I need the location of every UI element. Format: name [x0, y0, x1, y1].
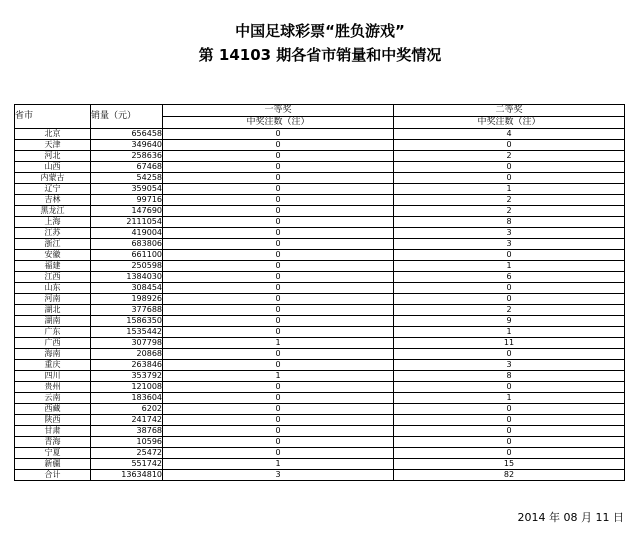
- prize1-count-cell: 0: [163, 316, 394, 327]
- sales-cell: 25472: [91, 448, 163, 459]
- prize1-count-cell: 0: [163, 250, 394, 261]
- header-sales: 销量（元）: [91, 105, 163, 129]
- prize1-count-cell: 0: [163, 195, 394, 206]
- prize2-count-cell: 1: [394, 261, 625, 272]
- table-row: [15, 382, 625, 393]
- sales-cell: 1384030: [91, 272, 163, 283]
- province-cell: 山西: [15, 162, 91, 173]
- table-row: [15, 448, 625, 459]
- sales-cell: 359054: [91, 184, 163, 195]
- prize1-count-cell: 0: [163, 382, 394, 393]
- prize1-count-cell: 0: [163, 294, 394, 305]
- prize2-count-cell: 2: [394, 305, 625, 316]
- table-row: [15, 184, 625, 195]
- prize1-count-cell: 0: [163, 162, 394, 173]
- table-row: [15, 437, 625, 448]
- prize2-count-cell: 1: [394, 393, 625, 404]
- province-cell: 吉林: [15, 195, 91, 206]
- sales-cell: 67468: [91, 162, 163, 173]
- header-prize1-count: 中奖注数（注）: [163, 117, 394, 129]
- sales-cell: 1586350: [91, 316, 163, 327]
- sales-cell: 121008: [91, 382, 163, 393]
- province-cell: 黑龙江: [15, 206, 91, 217]
- table-row: [15, 250, 625, 261]
- province-cell: 合计: [15, 470, 91, 481]
- province-cell: 浙江: [15, 239, 91, 250]
- province-cell: 云南: [15, 393, 91, 404]
- table-row: [15, 294, 625, 305]
- table-row: [15, 217, 625, 228]
- sales-cell: 683806: [91, 239, 163, 250]
- prize2-count-cell: 8: [394, 217, 625, 228]
- province-cell: 北京: [15, 129, 91, 140]
- sales-cell: 6202: [91, 404, 163, 415]
- prize1-count-cell: 0: [163, 426, 394, 437]
- table-row: [15, 129, 625, 140]
- prize2-count-cell: 0: [394, 437, 625, 448]
- prize2-count-cell: 0: [394, 415, 625, 426]
- prize1-count-cell: 0: [163, 129, 394, 140]
- sales-cell: 1535442: [91, 327, 163, 338]
- province-cell: 安徽: [15, 250, 91, 261]
- prize1-count-cell: 3: [163, 470, 394, 481]
- prize2-count-cell: 8: [394, 371, 625, 382]
- prize1-count-cell: 0: [163, 261, 394, 272]
- prize2-count-cell: 2: [394, 151, 625, 162]
- issue-date: 2014 年 08 月 11 日: [517, 511, 624, 524]
- sales-cell: 258636: [91, 151, 163, 162]
- province-cell: 西藏: [15, 404, 91, 415]
- sales-cell: 308454: [91, 283, 163, 294]
- prize1-count-cell: 1: [163, 459, 394, 470]
- table-row: [15, 228, 625, 239]
- table-row: [15, 151, 625, 162]
- sales-cell: 147690: [91, 206, 163, 217]
- prize2-count-cell: 0: [394, 173, 625, 184]
- prize2-count-cell: 11: [394, 338, 625, 349]
- prize2-count-cell: 6: [394, 272, 625, 283]
- prize2-count-cell: 3: [394, 239, 625, 250]
- sales-cell: 353792: [91, 371, 163, 382]
- sales-cell: 183604: [91, 393, 163, 404]
- sales-cell: 13634810: [91, 470, 163, 481]
- sales-cell: 263846: [91, 360, 163, 371]
- prize1-count-cell: 0: [163, 305, 394, 316]
- table-row: [15, 162, 625, 173]
- prize1-count-cell: 0: [163, 404, 394, 415]
- sales-cell: 20868: [91, 349, 163, 360]
- prize1-count-cell: 0: [163, 349, 394, 360]
- province-cell: 天津: [15, 140, 91, 151]
- province-cell: 新疆: [15, 459, 91, 470]
- document-subtitle: 第 14103 期各省市销量和中奖情况: [198, 46, 442, 64]
- header-province: 省市: [15, 105, 91, 129]
- prize1-count-cell: 0: [163, 327, 394, 338]
- table-row: [15, 272, 625, 283]
- prize2-count-cell: 1: [394, 184, 625, 195]
- province-cell: 内蒙古: [15, 173, 91, 184]
- prize2-count-cell: 0: [394, 250, 625, 261]
- prize2-count-cell: 82: [394, 470, 625, 481]
- sales-cell: 551742: [91, 459, 163, 470]
- prize2-count-cell: 0: [394, 404, 625, 415]
- table-row: [15, 206, 625, 217]
- province-cell: 广东: [15, 327, 91, 338]
- prize2-count-cell: 9: [394, 316, 625, 327]
- province-cell: 湖北: [15, 305, 91, 316]
- sales-table: [14, 104, 625, 481]
- province-cell: 河北: [15, 151, 91, 162]
- table-row: [15, 239, 625, 250]
- prize1-count-cell: 0: [163, 360, 394, 371]
- sales-cell: 661100: [91, 250, 163, 261]
- prize2-count-cell: 0: [394, 294, 625, 305]
- prize1-count-cell: 0: [163, 228, 394, 239]
- prize1-count-cell: 0: [163, 140, 394, 151]
- sales-cell: 349640: [91, 140, 163, 151]
- prize2-count-cell: 0: [394, 349, 625, 360]
- province-cell: 广西: [15, 338, 91, 349]
- table-row: [15, 305, 625, 316]
- table-row: [15, 173, 625, 184]
- prize1-count-cell: 0: [163, 437, 394, 448]
- sales-cell: 656458: [91, 129, 163, 140]
- table-row: [15, 360, 625, 371]
- sales-cell: 250598: [91, 261, 163, 272]
- province-cell: 福建: [15, 261, 91, 272]
- sales-cell: 2111054: [91, 217, 163, 228]
- table-row: [15, 426, 625, 437]
- table-header: [15, 105, 625, 129]
- table-row: [15, 261, 625, 272]
- prize2-count-cell: 0: [394, 162, 625, 173]
- province-cell: 上海: [15, 217, 91, 228]
- province-cell: 湖南: [15, 316, 91, 327]
- sales-cell: 198926: [91, 294, 163, 305]
- prize1-count-cell: 0: [163, 415, 394, 426]
- header-prize2-count: 中奖注数（注）: [394, 117, 625, 129]
- prize1-count-cell: 0: [163, 448, 394, 459]
- prize1-count-cell: 0: [163, 283, 394, 294]
- table-row: [15, 338, 625, 349]
- sales-cell: 10596: [91, 437, 163, 448]
- prize1-count-cell: 1: [163, 338, 394, 349]
- table-row: [15, 393, 625, 404]
- table-row: [15, 195, 625, 206]
- table-row: [15, 349, 625, 360]
- prize1-count-cell: 0: [163, 151, 394, 162]
- sales-cell: 307798: [91, 338, 163, 349]
- province-cell: 江西: [15, 272, 91, 283]
- table-row: [15, 316, 625, 327]
- table-row: [15, 459, 625, 470]
- table-row: [15, 371, 625, 382]
- province-cell: 四川: [15, 371, 91, 382]
- table-body: [15, 129, 625, 481]
- prize1-count-cell: 0: [163, 393, 394, 404]
- prize2-count-cell: 4: [394, 129, 625, 140]
- prize2-count-cell: 15: [394, 459, 625, 470]
- sales-cell: 241742: [91, 415, 163, 426]
- province-cell: 贵州: [15, 382, 91, 393]
- table-row: [15, 404, 625, 415]
- sales-cell: 419004: [91, 228, 163, 239]
- prize1-count-cell: 1: [163, 371, 394, 382]
- sales-cell: 38768: [91, 426, 163, 437]
- province-cell: 青海: [15, 437, 91, 448]
- prize2-count-cell: 3: [394, 228, 625, 239]
- table-row: [15, 327, 625, 338]
- prize2-count-cell: 0: [394, 382, 625, 393]
- sales-cell: 54258: [91, 173, 163, 184]
- prize1-count-cell: 0: [163, 272, 394, 283]
- province-cell: 甘肃: [15, 426, 91, 437]
- prize2-count-cell: 0: [394, 140, 625, 151]
- table-row: [15, 283, 625, 294]
- province-cell: 陕西: [15, 415, 91, 426]
- header-prize1: 一等奖: [163, 105, 394, 117]
- province-cell: 江苏: [15, 228, 91, 239]
- prize1-count-cell: 0: [163, 206, 394, 217]
- prize2-count-cell: 2: [394, 195, 625, 206]
- province-cell: 宁夏: [15, 448, 91, 459]
- table-row: [15, 470, 625, 481]
- prize1-count-cell: 0: [163, 239, 394, 250]
- header-row-top: [15, 105, 625, 117]
- sales-cell: 377688: [91, 305, 163, 316]
- prize2-count-cell: 0: [394, 283, 625, 294]
- prize1-count-cell: 0: [163, 217, 394, 228]
- prize1-count-cell: 0: [163, 173, 394, 184]
- province-cell: 海南: [15, 349, 91, 360]
- prize2-count-cell: 0: [394, 426, 625, 437]
- prize2-count-cell: 2: [394, 206, 625, 217]
- header-prize2: 二等奖: [394, 105, 625, 117]
- prize2-count-cell: 0: [394, 448, 625, 459]
- document-title: 中国足球彩票“胜负游戏”: [235, 22, 405, 40]
- province-cell: 辽宁: [15, 184, 91, 195]
- sales-cell: 99716: [91, 195, 163, 206]
- prize1-count-cell: 0: [163, 184, 394, 195]
- table-row: [15, 140, 625, 151]
- province-cell: 河南: [15, 294, 91, 305]
- prize2-count-cell: 1: [394, 327, 625, 338]
- table-row: [15, 415, 625, 426]
- province-cell: 重庆: [15, 360, 91, 371]
- prize2-count-cell: 3: [394, 360, 625, 371]
- province-cell: 山东: [15, 283, 91, 294]
